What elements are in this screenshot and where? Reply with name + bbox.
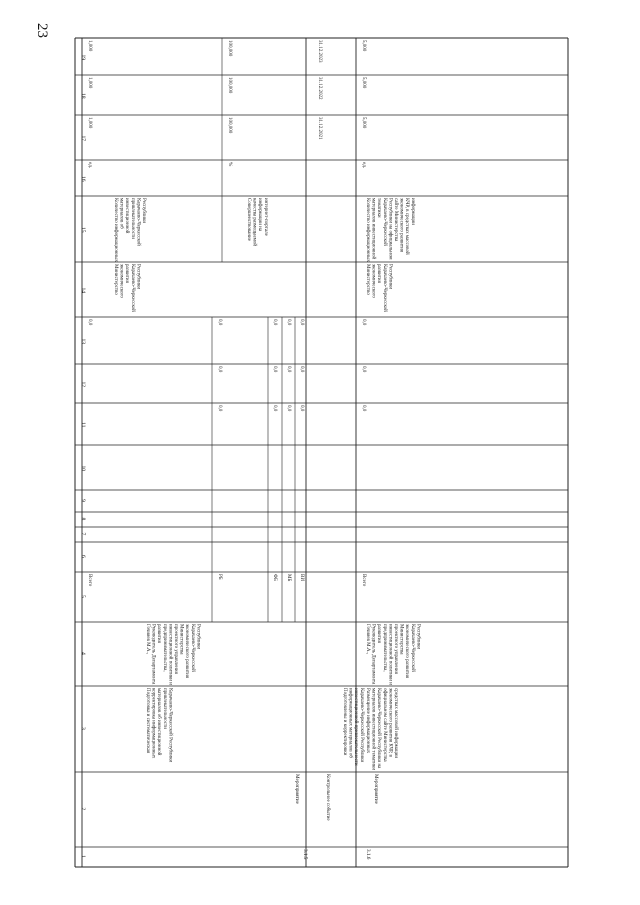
row-description (365, 688, 398, 770)
row-responsible (365, 624, 420, 685)
row-type (294, 774, 300, 805)
amount-cell (217, 405, 222, 412)
svg-text:средствах массовой информации: средствах массовой информации (393, 688, 398, 759)
column-number (80, 533, 86, 536)
svg-text:экономического развития: экономического развития (184, 624, 190, 679)
svg-text:развития: развития (376, 624, 382, 643)
svg-text:5: 5 (80, 595, 86, 598)
svg-text:Карачаево-Черкесской: Карачаево-Черкесской (189, 624, 195, 672)
svg-text:0,0: 0,0 (217, 405, 222, 412)
column-number (80, 595, 86, 598)
svg-text:0,0: 0,0 (87, 319, 92, 326)
svg-text:1,000: 1,000 (87, 40, 92, 52)
svg-text:РБ: РБ (217, 574, 222, 580)
svg-text:17: 17 (80, 135, 86, 142)
column-number (80, 499, 86, 502)
funding-source (286, 574, 291, 581)
unit (87, 162, 93, 168)
svg-text:1: 1 (80, 855, 86, 858)
svg-text:Министерство: Министерство (113, 264, 118, 295)
column-number (80, 339, 86, 345)
svg-text:0,0: 0,0 (361, 366, 366, 373)
svg-text:Республики на официальном: Республики на официальном (387, 198, 393, 260)
amount-cell (87, 319, 92, 326)
deadline (317, 117, 322, 140)
svg-text:Республики: Республики (387, 264, 393, 290)
column-number (80, 288, 86, 294)
svg-text:ед.: ед. (361, 162, 367, 169)
indicator-value (87, 77, 92, 89)
svg-text:корректировка информационных: корректировка информационных (150, 688, 156, 759)
svg-text:информационных материалов об: информационных материалов об (347, 688, 353, 758)
svg-text:Карачаево-Черкесской: Карачаево-Черкесской (409, 624, 415, 672)
amount-cell (272, 319, 277, 326)
svg-text:2: 2 (80, 807, 86, 811)
svg-text:Подготовлены и корректировки: Подготовлены и корректировки (342, 688, 347, 756)
svg-text:экономического: экономического (118, 264, 124, 298)
amount-cell (217, 366, 222, 373)
svg-text:Министерство: Министерство (365, 264, 370, 295)
svg-text:5,000: 5,000 (361, 117, 366, 129)
executor (113, 264, 140, 312)
indicator-value (361, 40, 366, 52)
svg-text:Карачаево-Черкесской Республик: Карачаево-Черкесской Республики (358, 688, 364, 763)
amount-cell (361, 319, 366, 326)
svg-text:Карачаево-Черкесской Республик: Карачаево-Черкесской Республики на (376, 688, 382, 769)
svg-text:14: 14 (80, 287, 86, 294)
svg-text:Министерства: Министерства (178, 624, 184, 655)
funding-source (272, 574, 277, 581)
amount-cell (299, 405, 304, 412)
svg-text:материалов инвестиционной тема: материалов инвестиционной тематики (370, 688, 376, 770)
svg-text:ед.: ед. (87, 162, 93, 169)
amount-cell (361, 405, 366, 412)
svg-text:1,000: 1,000 (87, 77, 92, 89)
svg-text:%: % (227, 162, 233, 167)
svg-text:18: 18 (80, 93, 86, 99)
row-type (325, 774, 330, 821)
svg-text:экономического: экономического (370, 264, 376, 298)
amount-cell (299, 366, 304, 373)
svg-text:экономического развития: экономического развития (398, 198, 404, 253)
svg-text:3: 3 (80, 727, 86, 730)
amount-cell (272, 366, 277, 373)
svg-text:0,0: 0,0 (286, 366, 291, 373)
svg-text:проектного управления: проектного управления (393, 624, 398, 674)
amount-cell (299, 319, 304, 326)
column-number (80, 93, 86, 99)
indicator-value (227, 40, 232, 57)
svg-text:5,000: 5,000 (361, 77, 366, 89)
svg-text:сайте Министерства: сайте Министерства (393, 198, 398, 242)
svg-text:4: 4 (80, 652, 86, 655)
svg-text:материалов об инвестиционной: материалов об инвестиционной (156, 688, 162, 756)
amount-cell (217, 319, 222, 326)
svg-text:Карачаево-Черкесской Республик: Карачаево-Черкесской Республики (167, 688, 173, 763)
svg-text:Размещение информационных: Размещение информационных (365, 688, 370, 754)
page-number: 23 (34, 23, 50, 38)
svg-text:МБ: МБ (286, 574, 291, 582)
svg-text:проектного управления: проектного управления (173, 624, 178, 674)
amount-cell (286, 366, 291, 373)
row-type (373, 774, 379, 805)
executor (365, 264, 392, 312)
row-responsible (145, 624, 200, 685)
svg-text:инвестиционной политики и: инвестиционной политики и (167, 624, 173, 685)
svg-text:0,0: 0,0 (361, 319, 366, 326)
column-number (80, 176, 86, 182)
column-number (80, 55, 86, 61)
svg-text:Гочияев М.А.,: Гочияев М.А., (365, 624, 370, 654)
svg-text:Контрольное событие: Контрольное событие (325, 774, 330, 821)
svg-text:13: 13 (80, 338, 86, 345)
svg-text:Мероприятие: Мероприятие (294, 774, 300, 804)
svg-text:1,000: 1,000 (87, 117, 92, 129)
svg-text:Подготовка и систематическая: Подготовка и систематическая (145, 688, 150, 754)
indicator-value (227, 77, 232, 94)
svg-text:привлекательности: привлекательности (129, 198, 135, 239)
svg-text:Всего: Всего (361, 574, 366, 587)
svg-text:5,000: 5,000 (361, 40, 366, 52)
indicator-value (87, 40, 92, 52)
svg-text:8: 8 (80, 517, 86, 521)
svg-text:10: 10 (80, 465, 86, 472)
svg-text:качества размещаемой: качества размещаемой (251, 198, 257, 247)
amount-cell (286, 319, 291, 326)
svg-text:31.12.2023: 31.12.2023 (317, 40, 322, 63)
svg-text:ФБ: ФБ (272, 574, 277, 581)
svg-text:развития: развития (124, 264, 130, 283)
svg-text:Количество информационных: Количество информационных (113, 198, 118, 262)
indicator-value (227, 117, 232, 134)
svg-text:11: 11 (80, 422, 86, 428)
svg-text:экономического развития: экономического развития (404, 624, 410, 679)
amount-cell (272, 405, 277, 412)
svg-text:31.12.2021: 31.12.2021 (317, 117, 322, 140)
indicator-name (246, 198, 268, 246)
column-number (80, 382, 86, 388)
column-number (80, 227, 86, 233)
svg-text:инвестиционной привлекательнос: инвестиционной привлекательности (353, 688, 359, 766)
row-number (365, 849, 371, 860)
svg-text:Карачаево-Черкесской: Карачаево-Черкесской (381, 264, 387, 312)
column-number (80, 652, 86, 655)
svg-text:0,0: 0,0 (299, 319, 304, 326)
svg-text:100,000: 100,000 (227, 40, 232, 57)
row-description (145, 688, 172, 763)
deadline (317, 77, 322, 100)
svg-text:информации на: информации на (257, 198, 263, 232)
column-number (80, 808, 86, 811)
svg-text:Министерства: Министерства (398, 624, 404, 655)
svg-text:Руководитель Департамента: Руководитель Департамента (150, 624, 156, 685)
svg-text:предпринимательства,: предпринимательства, (381, 624, 387, 672)
indicator-value (361, 77, 366, 89)
svg-text:развития: развития (156, 624, 162, 643)
svg-text:Гочияев М.А.,: Гочияев М.А., (145, 624, 150, 654)
svg-text:0,0: 0,0 (286, 405, 291, 412)
svg-text:Карачаево-Черкесской: Карачаево-Черкесской (129, 264, 135, 312)
svg-text:12: 12 (80, 381, 86, 388)
svg-text:Республики: Республики (141, 198, 146, 224)
svg-text:Республики: Республики (195, 624, 201, 650)
svg-text:0,0: 0,0 (217, 366, 222, 373)
column-number (80, 518, 86, 521)
svg-text:развития: развития (376, 264, 382, 283)
svg-text:Руководитель Департамента: Руководитель Департамента (370, 624, 376, 685)
indicator-name (365, 198, 415, 262)
svg-text:материалов инвестиционной: материалов инвестиционной (370, 198, 376, 260)
column-number (80, 466, 86, 472)
svg-text:КЧР, в средствах массовой: КЧР, в средствах массовой (404, 198, 410, 255)
svg-text:тематики: тематики (376, 198, 382, 218)
svg-text:Карачаево-Черкесской: Карачаево-Черкесской (135, 198, 141, 246)
svg-text:9: 9 (80, 499, 86, 502)
unit (361, 162, 367, 168)
svg-text:материалов об: материалов об (118, 198, 124, 229)
column-number (80, 727, 86, 730)
svg-text:16: 16 (80, 176, 86, 182)
svg-text:0,0: 0,0 (272, 405, 277, 412)
funding-source (299, 574, 304, 581)
svg-text:Республики: Республики (135, 264, 141, 290)
svg-text:0,0: 0,0 (217, 319, 222, 326)
svg-text:0,0: 0,0 (272, 319, 277, 326)
svg-text:7: 7 (80, 532, 86, 536)
svg-text:3.1.6: 3.1.6 (365, 849, 371, 860)
amount-cell (361, 366, 366, 373)
svg-text:Карачаево-Черкесской: Карачаево-Черкесской (381, 198, 387, 246)
svg-text:19: 19 (80, 54, 86, 61)
indicator-value (87, 117, 92, 129)
svg-text:0,0: 0,0 (299, 405, 304, 412)
svg-text:0,0: 0,0 (361, 405, 366, 412)
svg-text:100,000: 100,000 (227, 77, 232, 94)
funding-source (361, 574, 366, 587)
row-number (302, 849, 308, 860)
svg-text:инвестиционной: инвестиционной (124, 198, 130, 234)
column-number (80, 855, 86, 858)
svg-text:3.1.5: 3.1.5 (302, 849, 308, 860)
svg-text:привлекательности: привлекательности (161, 688, 167, 729)
svg-text:15: 15 (80, 227, 86, 233)
svg-text:информации: информации (409, 198, 415, 225)
svg-text:Всего: Всего (87, 574, 92, 587)
svg-text:100,000: 100,000 (227, 117, 232, 134)
row-description (342, 688, 364, 766)
unit (227, 162, 233, 167)
svg-text:предпринимательства,: предпринимательства, (161, 624, 167, 672)
svg-text:Совершенствование: Совершенствование (246, 198, 251, 241)
svg-text:интернет-портале: интернет-портале (262, 198, 268, 236)
svg-text:экономического развития КЧР, в: экономического развития КЧР, в (387, 688, 393, 757)
column-number (80, 136, 86, 142)
svg-text:официальном сайте Министерства: официальном сайте Министерства (381, 688, 387, 762)
funding-source (87, 574, 92, 587)
svg-text:Мероприятие: Мероприятие (373, 774, 379, 804)
column-number (80, 555, 86, 558)
deadline (317, 40, 322, 63)
svg-text:Республики: Республики (415, 624, 421, 650)
svg-text:31.12.2022: 31.12.2022 (317, 77, 322, 100)
svg-text:6: 6 (80, 555, 86, 558)
funding-source (217, 574, 222, 580)
svg-text:0,0: 0,0 (299, 366, 304, 373)
svg-text:ВИ: ВИ (299, 574, 304, 581)
svg-text:Количество информационных: Количество информационных (365, 198, 370, 262)
indicator-name (113, 198, 146, 262)
svg-text:инвестиционной политики и: инвестиционной политики и (387, 624, 393, 685)
column-number (80, 422, 86, 428)
svg-text:0,0: 0,0 (286, 319, 291, 326)
amount-cell (286, 405, 291, 412)
svg-text:0,0: 0,0 (272, 366, 277, 373)
indicator-value (361, 117, 366, 129)
